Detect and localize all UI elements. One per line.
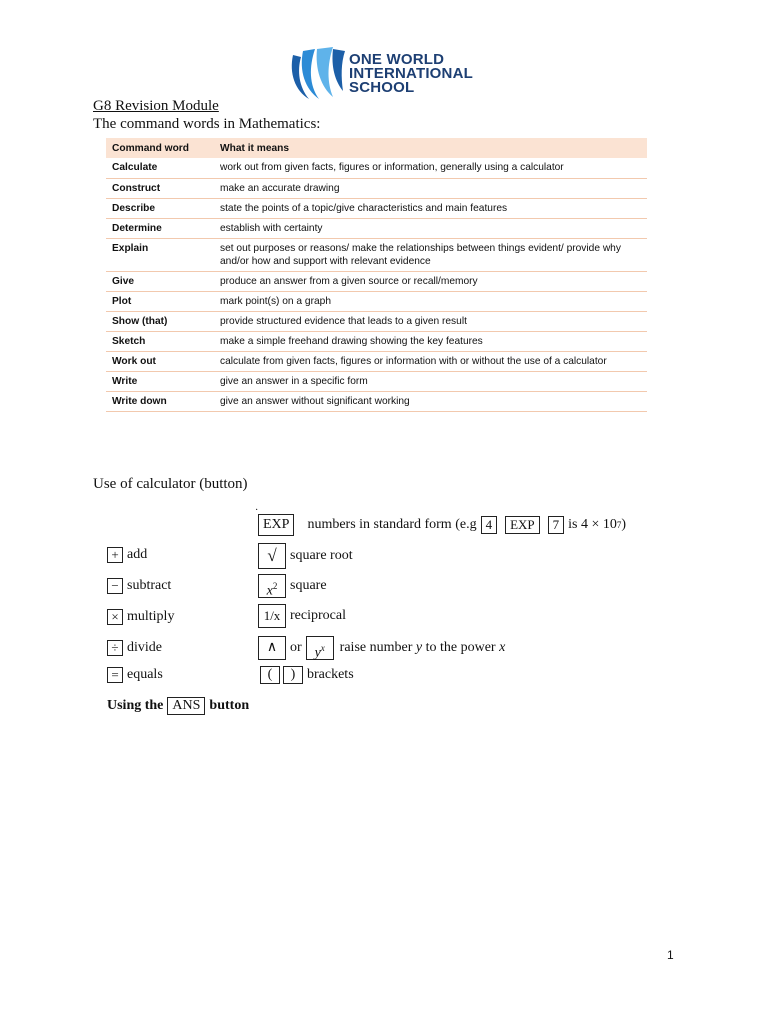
page-title: G8 Revision Module	[93, 98, 219, 114]
command-meaning: mark point(s) on a graph	[214, 291, 647, 311]
sqrt-key: √	[258, 543, 286, 569]
reciprocal-key: 1/x	[258, 604, 286, 628]
command-meaning: set out purposes or reasons/ make the relationships between things evident/ provide why and/or how and support with relevant evidence	[214, 238, 647, 271]
header-what-it-means: What it means	[214, 138, 647, 158]
square-key	[258, 574, 286, 598]
ans-after: button	[209, 698, 250, 713]
logo-line-2: INTERNATIONAL	[349, 65, 473, 82]
command-meaning: give an answer in a specific form	[214, 371, 647, 391]
exp-key-example: EXP	[505, 516, 540, 534]
multiply-row	[107, 609, 174, 625]
sqrt-label: square root	[290, 548, 353, 563]
page-number: 1	[667, 948, 674, 962]
square-key-exp: 2	[272, 581, 278, 591]
table-row	[106, 351, 647, 371]
table-row	[106, 371, 647, 391]
minus-key: −	[107, 578, 123, 594]
table-row	[106, 238, 647, 271]
table-row	[106, 178, 647, 198]
school-logo	[287, 45, 487, 101]
command-meaning: work out from given facts, figures or information, generally using a calculator	[214, 158, 647, 178]
command-word: Determine	[106, 218, 214, 238]
command-meaning: state the points of a topic/give characteristics and main features	[214, 198, 647, 218]
square-label: square	[290, 578, 327, 593]
calculator-heading: Use of calculator (button)	[93, 476, 248, 492]
power-key	[306, 636, 334, 660]
square-row	[258, 574, 327, 598]
add-row	[107, 547, 147, 563]
command-word: Write down	[106, 391, 214, 411]
page-subtitle: The command words in Mathematics:	[93, 116, 321, 132]
table-row	[106, 291, 647, 311]
exp-text: numbers in standard form (e.g	[307, 517, 477, 532]
power-label-before: raise number	[339, 640, 413, 655]
key-7: 7	[548, 516, 565, 534]
command-meaning: provide structured evidence that leads to a given result	[214, 311, 647, 331]
multiply-label: multiply	[127, 609, 175, 624]
divide-row	[107, 640, 162, 656]
divide-label: divide	[127, 640, 162, 655]
power-var-x: x	[499, 640, 506, 655]
close-bracket-key: )	[283, 666, 303, 684]
add-label: add	[127, 547, 148, 562]
exp-row	[258, 514, 626, 536]
command-meaning: give an answer without significant working	[214, 391, 647, 411]
command-word: Explain	[106, 238, 214, 271]
table-row	[106, 198, 647, 218]
command-word: Give	[106, 271, 214, 291]
power-row	[258, 636, 505, 660]
plus-key: +	[107, 547, 123, 563]
key-4: 4	[481, 516, 498, 534]
power-key-exp: x	[320, 643, 325, 653]
command-meaning: establish with certainty	[214, 218, 647, 238]
command-words-table	[106, 138, 647, 412]
equals-label: equals	[127, 667, 163, 682]
exp-result: is 4 × 10	[568, 517, 617, 532]
header-command-word: Command word	[106, 138, 214, 158]
table-row	[106, 391, 647, 411]
table-row	[106, 158, 647, 178]
reciprocal-row	[258, 604, 346, 628]
command-word: Show (that)	[106, 311, 214, 331]
caret-key: ∧	[258, 636, 286, 660]
equals-key: =	[107, 667, 123, 683]
divide-key: ÷	[107, 640, 123, 656]
stray-dot: ·	[255, 505, 259, 516]
command-meaning: produce an answer from a given source or recall/memory	[214, 271, 647, 291]
subtract-label: subtract	[127, 578, 172, 593]
logo-line-1: ONE WORLD	[349, 51, 445, 68]
logo-line-3: SCHOOL	[349, 79, 415, 96]
table-row	[106, 311, 647, 331]
table-row	[106, 331, 647, 351]
command-word: Plot	[106, 291, 214, 311]
power-var-y: y	[415, 640, 423, 655]
command-meaning: calculate from given facts, figures or information with or without the use of a calculator	[214, 351, 647, 371]
command-word: Describe	[106, 198, 214, 218]
command-word: Work out	[106, 351, 214, 371]
table-row	[106, 218, 647, 238]
open-bracket-key: (	[260, 666, 280, 684]
power-key-base: y	[314, 645, 321, 661]
table-row	[106, 271, 647, 291]
exp-exponent: 7	[616, 520, 622, 530]
command-word: Construct	[106, 178, 214, 198]
sqrt-row	[258, 543, 353, 569]
square-key-base: x	[266, 583, 273, 599]
power-label-mid: to the power	[425, 640, 496, 655]
brackets-row	[260, 666, 354, 684]
command-word: Sketch	[106, 331, 214, 351]
command-meaning: make an accurate drawing	[214, 178, 647, 198]
table-header-row	[106, 138, 647, 158]
brackets-label: brackets	[307, 667, 354, 682]
exp-close: )	[621, 517, 627, 532]
ans-key: ANS	[167, 697, 205, 715]
ans-before: Using the	[107, 698, 164, 713]
ans-row	[107, 697, 249, 715]
reciprocal-label: reciprocal	[290, 608, 346, 623]
equals-row	[107, 667, 163, 683]
school-emblem-icon	[287, 45, 347, 101]
subtract-row	[107, 578, 171, 594]
exp-key: EXP	[258, 514, 294, 536]
command-word: Write	[106, 371, 214, 391]
command-meaning: make a simple freehand drawing showing the key features	[214, 331, 647, 351]
or-text: or	[290, 640, 302, 655]
times-key: ×	[107, 609, 123, 625]
command-word: Calculate	[106, 158, 214, 178]
